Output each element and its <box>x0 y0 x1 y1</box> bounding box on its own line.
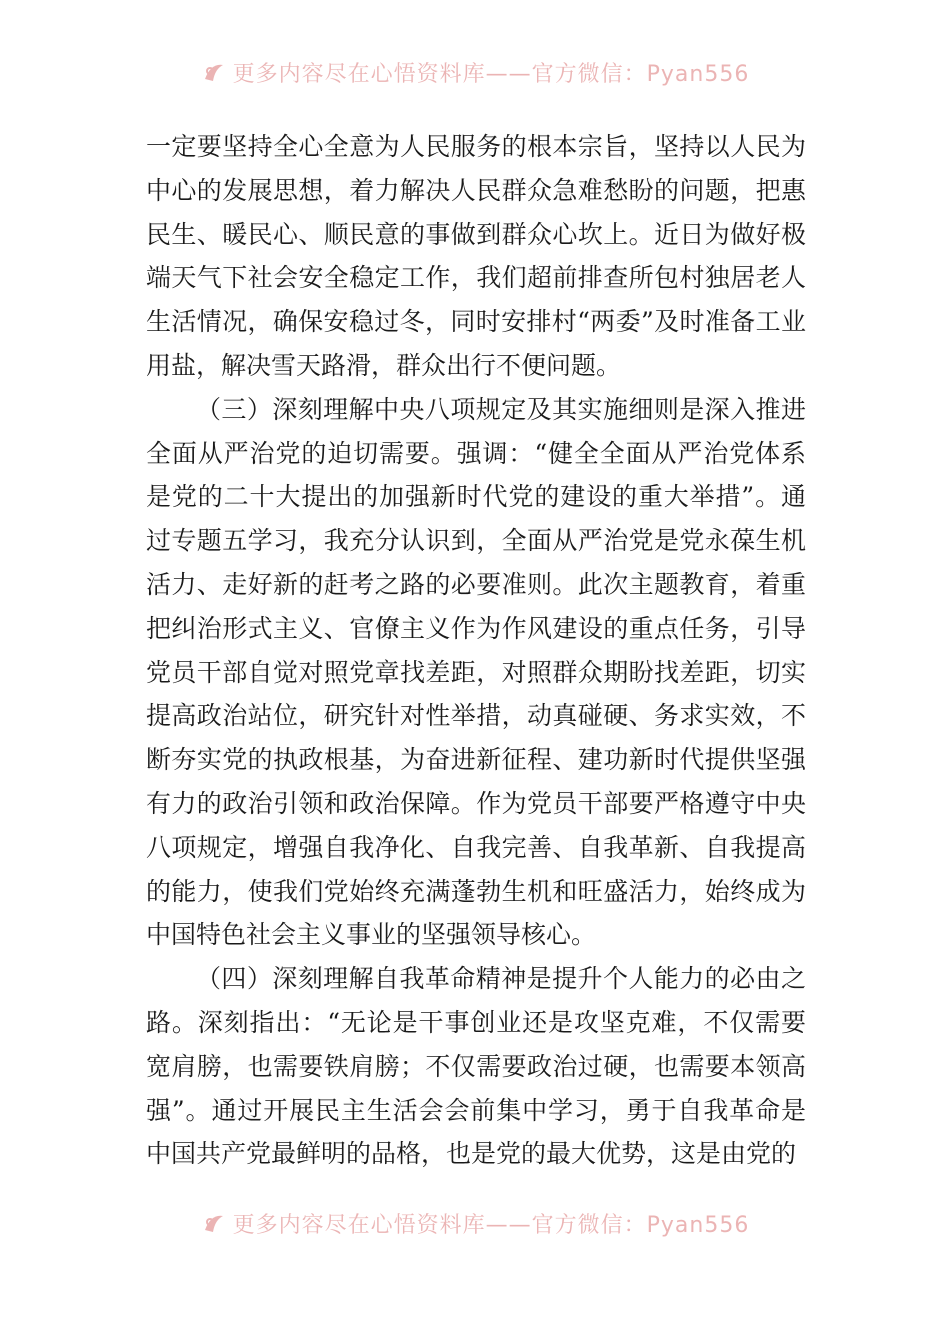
watermark-text: 更多内容尽在心悟资料库——官方微信：Pyan556 <box>232 1212 750 1238</box>
watermark-logo-icon <box>201 59 227 85</box>
watermark-footer <box>0 1203 950 1243</box>
document-body <box>146 125 806 1176</box>
paragraph-section-four: （四）深刻理解自我革命精神是提升个人能力的必由之路。深刻指出：“无论是干事创业还是攻坚克难，不仅需要宽肩膀，也需要铁肩膀；不仅需要政治过硬，也需要本领高强”。通过开展民主生活会会前集中学习，勇于自我革命是中国共产党最鲜明的品格，也是党的最大优势，这是由党的 <box>146 964 806 1169</box>
watermark-logo-icon <box>201 1210 227 1236</box>
paragraph-continued: 一定要坚持全心全意为人民服务的根本宗旨，坚持以人民为中心的发展思想，着力解决人民群众急难愁盼的问题，把惠民生、暖民心、顺民意的事做到群众心坎上。近日为做好极端天气下社会安全稳定工作，我们超前排查所包村独居老人生活情况，确保安稳过冬，同时安排村“两委”及时准备工业用盐，解决雪天路滑，群众出行不便问题。 <box>146 132 806 380</box>
watermark-header <box>0 52 950 92</box>
paragraph-section-three: （三）深刻理解中央八项规定及其实施细则是深入推进全面从严治党的迫切需要。强调：“健全全面从严治党体系是党的二十大提出的加强新时代党的建设的重大举措”。通过专题五学习，我充分认识到，全面从严治党是党永葆生机活力、走好新的赶考之路的必要准则。此次主题教育，着重把纠治形式主义、官僚主义作为作风建设的重点任务，引导党员干部自觉对照党章找差距，对照群众期盼找差距，切实提高政治站位，研究针对性举措，动真碰硬、务求实效，不断夯实党的执政根基，为奋进新征程、建功新时代提供坚强有力的政治引领和政治保障。作为党员干部要严格遵守中央八项规定，增强自我净化、自我完善、自我革新、自我提高的能力，使我们党始终充满蓬勃生机和旺盛活力，始终成为中国特色社会主义事业的坚强领导核心。 <box>146 394 806 950</box>
watermark-text: 更多内容尽在心悟资料库——官方微信：Pyan556 <box>232 61 750 87</box>
